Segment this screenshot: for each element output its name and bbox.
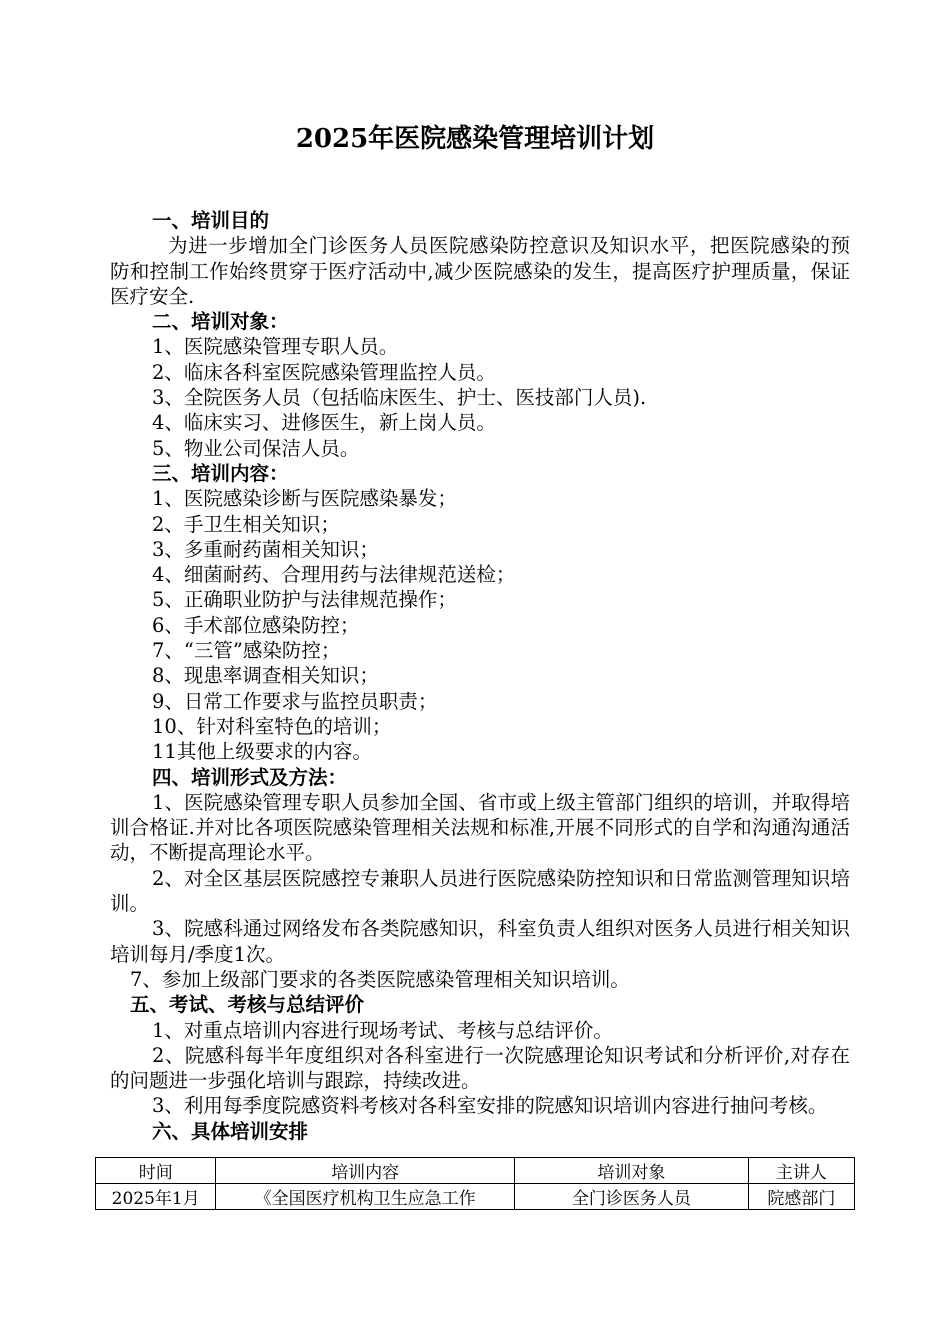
method-paragraph: 3、院感科通过网络发布各类院感知识，科室负责人组织对医务人员进行相关知识培训每月/季度1次。 xyxy=(110,917,850,966)
list-item: 1、医院感染诊断与医院感染暴发； xyxy=(152,487,457,511)
column-header-content: 培训内容 xyxy=(216,1158,515,1184)
list-item: 4、细菌耐药、合理用药与法律规范送检； xyxy=(152,563,516,587)
document-body xyxy=(110,208,850,1144)
list-item: 7、“三管”感染防控； xyxy=(152,639,341,663)
table-row xyxy=(96,1184,855,1210)
list-item: 2、手卫生相关知识； xyxy=(152,512,340,536)
purpose-paragraph: 为进一步增加全门诊医务人员医院感染防控意识及知识水平，把医院感染的预防和控制工作始终贯穿于医疗活动中,减少医院感染的发生，提高医疗护理质量，保证医疗安全. xyxy=(110,234,850,308)
list-item: 8、现患率调查相关知识； xyxy=(152,664,379,688)
evaluation-paragraph: 3、利用每季度院感资料考核对各科室安排的院感知识培训内容进行抽问考核。 xyxy=(152,1094,828,1118)
table-cell: 院感部门 xyxy=(748,1184,854,1210)
method-paragraph: 1、医院感染管理专职人员参加全国、省市或上级主管部门组织的培训，并取得培训合格证.并对比各项医院感染管理相关法规和标准,开展不同形式的自学和沟通沟通活动，不断提高理论水平。 xyxy=(110,790,850,865)
section-heading-content: 三、培训内容： xyxy=(152,461,289,485)
section-heading-method: 四、培训形式及方法： xyxy=(152,765,348,789)
method-paragraph: 7、参加上级部门要求的各类医院感染管理相关知识培训。 xyxy=(130,967,630,991)
list-item: 11其他上级要求的内容。 xyxy=(152,740,372,764)
section-heading-schedule: 六、具体培训安排 xyxy=(152,1119,309,1143)
list-item: 6、手术部位感染防控； xyxy=(152,613,360,637)
column-header-speaker: 主讲人 xyxy=(748,1158,854,1184)
page-title: 2025年医院感染管理培训计划 xyxy=(295,124,655,154)
list-item: 10、针对科室特色的培训； xyxy=(152,714,392,738)
section-heading-evaluation: 五、考试、考核与总结评价 xyxy=(130,993,365,1017)
table-cell: 2025年1月 xyxy=(96,1184,216,1210)
section-heading-audience: 二、培训对象： xyxy=(152,310,289,334)
list-item: 2、临床各科室医院感染管理监控人员。 xyxy=(152,360,496,384)
table-cell: 《全国医疗机构卫生应急工作 xyxy=(216,1184,515,1210)
schedule-table xyxy=(95,1157,855,1210)
list-item: 3、多重耐药菌相关知识； xyxy=(152,537,379,561)
section-heading-purpose: 一、培训目的 xyxy=(152,209,270,232)
table-header-row xyxy=(96,1158,855,1184)
column-header-audience: 培训对象 xyxy=(514,1158,748,1184)
list-item: 1、医院感染管理专职人员。 xyxy=(152,335,399,359)
method-paragraph: 2、对全区基层医院感控专兼职人员进行医院感染防控知识和日常监测管理知识培训。 xyxy=(110,866,850,916)
column-header-time: 时间 xyxy=(96,1158,216,1184)
list-item: 5、物业公司保洁人员。 xyxy=(152,436,360,460)
list-item: 4、临床实习、进修医生，新上岗人员。 xyxy=(152,411,496,435)
evaluation-paragraph: 1、对重点培训内容进行现场考试、考核与总结评价。 xyxy=(152,1018,613,1042)
list-item: 3、全院医务人员（包括临床医生、护士、医技部门人员). xyxy=(152,386,647,410)
table-cell: 全门诊医务人员 xyxy=(514,1184,748,1210)
list-item: 9、日常工作要求与监控员职责； xyxy=(152,689,438,713)
list-item: 5、正确职业防护与法律规范操作； xyxy=(152,588,457,612)
evaluation-paragraph: 2、院感科每半年度组织对各科室进行一次院感理论知识考试和分析评价,对存在的问题进一步强化培训与跟踪，持续改进。 xyxy=(110,1043,850,1093)
